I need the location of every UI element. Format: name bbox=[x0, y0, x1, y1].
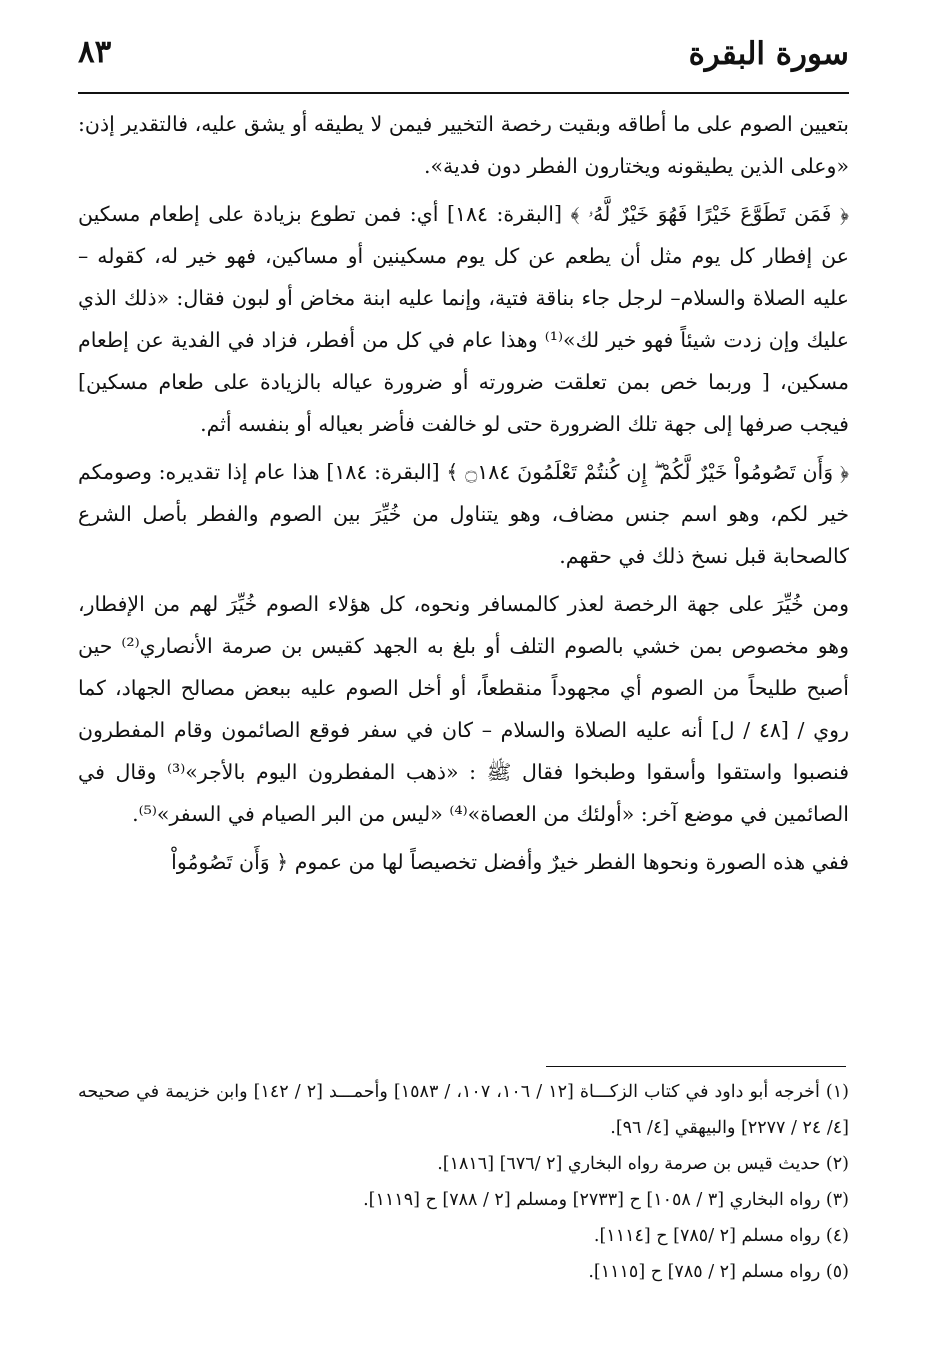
paragraph-4: ومن خُيِّرَ على جهة الرخصة لعذر كالمسافر ونحوه، كل هؤلاء الصوم خُيِّرَ لهم من الإفطار، وهو مخصوص بمن خشي بالصوم التلف أو بلغ به الجهد كقيس بن صرمة الأنصاري⁽²⁾ حين أصبح طليحاً من الصوم أي مجهوداً منقطعاً، أو أخل الصوم عليه ببعض مصالح الجهاد، كما روي / [٤٨ / ل] أنه عليه الصلاة والسلام – كان في سفر فوقع الصائمون وقام المفطرون فنصبوا واستقوا وأسقوا وطبخوا فقال ﷺ : «ذهب المفطرون اليوم بالأجر»⁽³⁾ وقال في الصائمين في موضع آخر: «أولئك من العصاة»⁽⁴⁾ «ليس من البر الصيام في السفر»⁽⁵⁾. bbox=[78, 592, 850, 826]
paragraph-3: ﴿ وَأَن تَصُومُواْ خَيْرٌ لَّكُمْ ۖ إِن كُنتُمْ تَعْلَمُونَ ۝١٨٤ ﴾ [البقرة: ١٨٤] هذا عام إذا تقديره: وصومكم خير لكم، وهو اسم جنس مضاف، وهو يتناول من خُيِّرَ بين الصوم والفطر بأصل الشرع كالصحابة قبل نسخ ذلك في حقهم. bbox=[78, 460, 849, 568]
footnote-3: (٣) رواه البخاري [٣ / ١٠٥٨] ح [٢٧٣٣] ومسلم [٢ / ٧٨٨] ح [١١١٩]. bbox=[363, 1190, 849, 1210]
page-header bbox=[78, 28, 849, 88]
footnote-5: (٥) رواه مسلم [٢ / ٧٨٥] ح [١١١٥]. bbox=[588, 1262, 849, 1282]
footnote-divider bbox=[546, 1066, 846, 1067]
footnotes bbox=[78, 1074, 849, 1290]
header-divider bbox=[78, 92, 849, 94]
page-number: ٨٣ bbox=[78, 34, 112, 70]
paragraph-1: بتعيين الصوم على ما أطاقه وبقيت رخصة التخيير فيمن لا يطيقه أو يشق عليه، فالتقدير إذن: «وعلى الذين يطيقونه ويختارون الفطر دون فدية». bbox=[78, 112, 849, 178]
footnote-4: (٤) رواه مسلم [٢ /٧٨٥] ح [١١١٤]. bbox=[593, 1226, 849, 1246]
footnote-2: (٢) حديث قيس بن صرمة رواه البخاري [٢ /٦٧٦] [١٨١٦]. bbox=[437, 1154, 849, 1174]
paragraph-2: ﴿ فَمَن تَطَوَّعَ خَيْرًا فَهُوَ خَيْرٌ لَّهُۥ ﴾ [البقرة: ١٨٤] أي: فمن تطوع بزيادة على إطعام مسكين عن إفطار كل يوم مثل أن يطعم عن كل يوم مسكينين أو مساكين، فهو خير له، كقوله – عليه الصلاة والسلام– لرجل جاء بناقة فتية، وإنما عليه ابنة مخاض أو لبون فقال: «ذلك الذي عليك وإن زدت شيئاً فهو خير لك»⁽¹⁾ وهذا عام في كل من أفطر، فزاد في الفدية عن إطعام مسكين، [ وربما خص بمن تعلقت ضرورته أو ضرورة عياله بالزيادة على طعام مسكين] فيجب صرفها إلى جهة تلك الضرورة حتى لو خالفت فأضر بعياله أو بنفسه أثم. bbox=[78, 202, 849, 436]
surah-title: سورة البقرة bbox=[688, 36, 849, 72]
paragraph-5: ففي هذه الصورة ونحوها الفطر خيرٌ وأفضل تخصيصاً لها من عموم ﴿ وَأَن تَصُومُواْ bbox=[171, 850, 849, 874]
main-text bbox=[78, 103, 849, 883]
footnote-1: (١) أخرجه أبو داود في كتاب الزكـــاة [١٢ / ١٠٦، ١٠٧، / ١٥٨٣] وأحمـــد [٢ / ١٤٢] وابن خزيمة في صحيحه [٤/ ٢٤ / ٢٢٧٧] والبيهقي [٤/ ٩٦]. bbox=[78, 1082, 849, 1138]
